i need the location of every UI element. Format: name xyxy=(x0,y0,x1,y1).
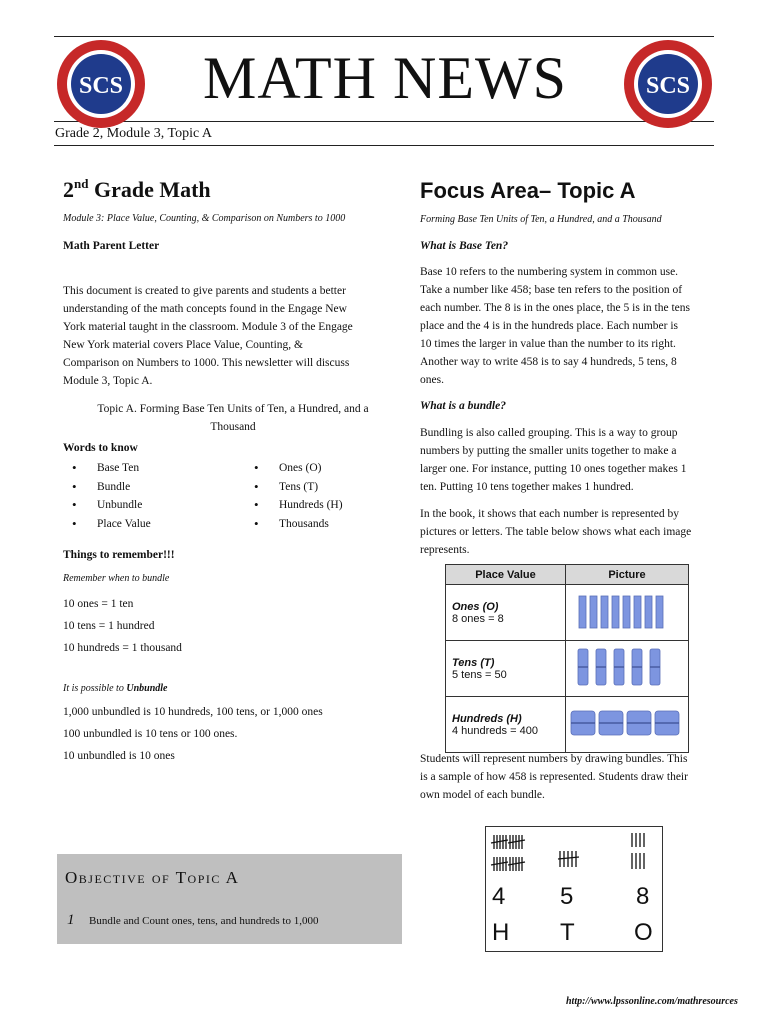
words-list-1 xyxy=(63,459,233,533)
ones-sticks-picture xyxy=(566,585,688,637)
list-item: • Place Value xyxy=(63,515,233,534)
ones-digit: 8 xyxy=(636,883,650,910)
question-bundle: What is a bundle? xyxy=(420,400,506,412)
top-rule xyxy=(54,36,714,37)
list-item: • Unbundle xyxy=(63,496,233,515)
remember-heading: Things to remember!!! xyxy=(63,549,175,561)
ones-letter: O xyxy=(634,919,653,946)
hundreds-digit: 4 xyxy=(492,883,506,910)
right-heading: Focus Area– Topic A xyxy=(420,178,636,203)
place-value-table xyxy=(445,564,689,753)
list-item: • Ones (O) xyxy=(245,459,405,478)
hundreds-letter: H xyxy=(492,919,510,946)
module-line: Module 3: Place Value, Counting, & Comparison on Numbers to 1000 xyxy=(63,213,346,224)
bundle-paragraph: Bundling is also called grouping. This is a way to group numbers by putting the smaller units together to make a larger one. For instance, putting 10 ones together makes 1 ten. Putting 10 tens together makes 1 hundred. xyxy=(420,427,687,493)
book-paragraph: In the book, it shows that each number is represented by pictures or letters. The table below shows what each image represents. xyxy=(420,508,692,556)
objective-number: 1 xyxy=(67,912,75,928)
list-item: • Bundle xyxy=(63,478,233,497)
objective-text: Bundle and Count ones, tens, and hundreds to 1,000 xyxy=(89,915,319,927)
bundle-drawings xyxy=(486,827,662,885)
unbundle-subheading: It is possible to Unbundle xyxy=(63,683,168,694)
newsletter-subtitle: Grade 2, Module 3, Topic A xyxy=(55,126,213,141)
footer-url[interactable]: http://www.lpssonline.com/mathresources xyxy=(566,996,738,1007)
table-header: Place Value xyxy=(446,565,566,585)
seal-letters: SCS xyxy=(78,73,124,99)
focus-subtitle: Forming Base Ten Units of Ten, a Hundred, and a Thousand xyxy=(420,214,662,225)
parent-letter-heading: Math Parent Letter xyxy=(63,240,160,252)
objective-title: Objective of Topic A xyxy=(65,868,240,887)
question-base-ten: What is Base Ten? xyxy=(420,240,509,252)
base-ten-paragraph: Base 10 refers to the numbering system in common use. Take a number like 458; base ten refers to the position of each number. The 8 is in the ones place, the 5 is in the tens place and the 4 is in the hundreds place. Each number is 10 times the larger in value than the number to its right. Another way to write 458 is to say 4 hundreds, 5 tens, 8 ones. xyxy=(420,266,690,386)
hundreds-bundles-picture xyxy=(566,697,688,749)
words-heading: Words to know xyxy=(63,442,138,454)
newsletter-title: MATH NEWS xyxy=(203,45,567,111)
topic-line: Topic A. Forming Base Ten Units of Ten, a Hundred, and a Thousand xyxy=(97,403,369,433)
bundle-facts: 10 ones = 1 ten 10 tens = 1 hundred 10 hundreds = 1 thousand xyxy=(63,598,182,654)
tens-digit: 5 xyxy=(560,883,574,910)
school-seal-left xyxy=(55,38,147,130)
objective-box xyxy=(57,854,402,944)
mid-rule xyxy=(54,121,714,122)
table-row: Tens (T) 5 tens = 50 xyxy=(446,641,689,697)
unbundle-facts: 1,000 unbundled is 10 hundreds, 100 tens, or 1,000 ones 100 unbundled is 10 tens or 100 ones. 10 unbundled is 10 ones xyxy=(63,706,323,762)
left-heading: 2nd Grade Math xyxy=(63,176,211,202)
list-item: • Tens (T) xyxy=(245,478,405,497)
tens-bundles-picture xyxy=(566,641,688,693)
table-row: Ones (O) 8 ones = 8 xyxy=(446,585,689,641)
drawing-paragraph: Students will represent numbers by drawing bundles. This is a sample of how 458 is represented. Students draw their own model of each bundle. xyxy=(420,753,688,801)
words-list-2 xyxy=(245,459,405,533)
list-item: • Base Ten xyxy=(63,459,233,478)
intro-paragraph: This document is created to give parents and students a better understanding of the math concepts found in the Engage New York material taught in the classroom. Module 3 of the Engage New York material covers Place Value, Counting, & Comparison on Numbers to 1000. This newsletter will discuss Module 3, Topic A. xyxy=(63,285,353,387)
sub-rule xyxy=(54,145,714,146)
list-item: • Hundreds (H) xyxy=(245,496,405,515)
school-seal-right xyxy=(622,38,714,130)
list-item: • Thousands xyxy=(245,515,405,534)
tens-letter: T xyxy=(560,919,575,946)
table-row: Hundreds (H) 4 hundreds = 400 xyxy=(446,697,689,753)
table-header: Picture xyxy=(566,565,689,585)
model-458-box xyxy=(485,826,663,952)
seal-letters: SCS xyxy=(645,73,691,99)
remember-subheading: Remember when to bundle xyxy=(63,573,170,584)
